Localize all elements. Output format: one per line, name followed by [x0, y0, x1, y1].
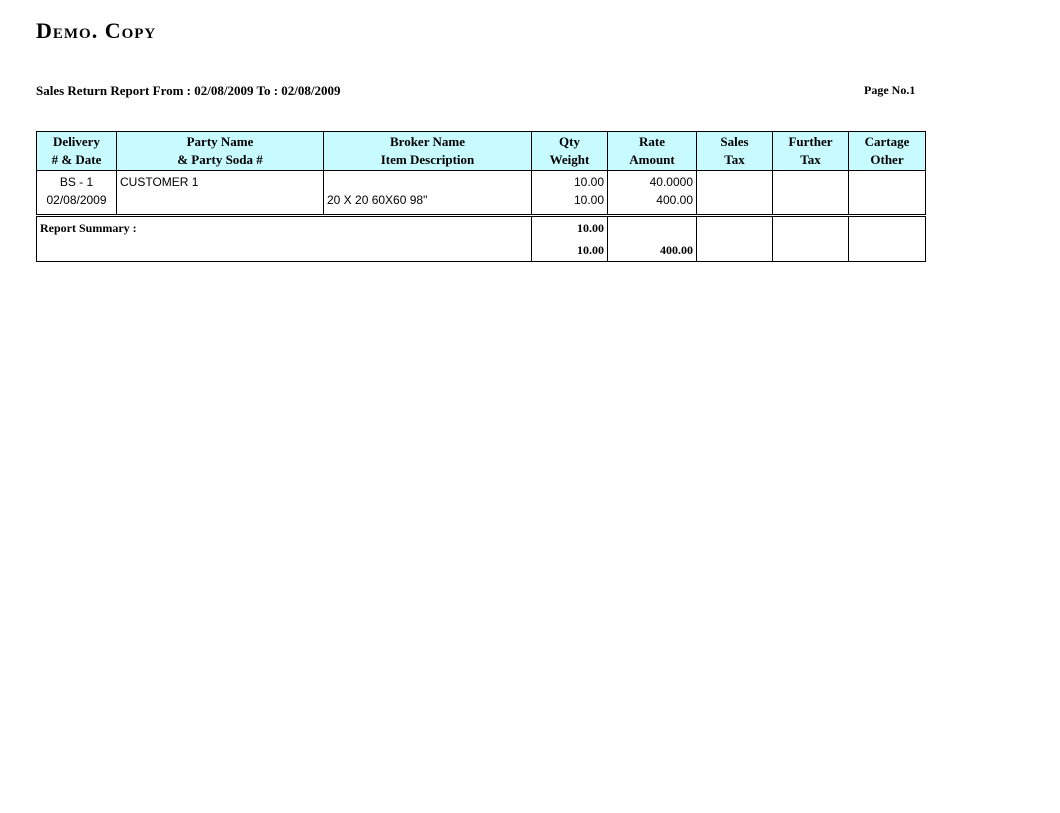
summary-weight-total: 10.00: [577, 243, 604, 257]
page-number: Page No.1: [864, 83, 916, 97]
qty-value: 10.00: [573, 175, 604, 189]
column-header-party: Party Name & Party Soda #: [117, 132, 324, 171]
rate-value: 40.0000: [649, 175, 693, 189]
sales-tax-cell: [697, 171, 773, 215]
summary-label: Report Summary :: [37, 217, 532, 262]
summary-qty-cell: [532, 217, 608, 262]
column-header-sales-tax: Sales Tax: [697, 132, 773, 171]
cartage-cell: [849, 171, 926, 215]
further-tax-cell: [773, 171, 849, 215]
qty-cell: [532, 171, 608, 215]
broker-name: [327, 173, 528, 191]
column-header-qty: Qty Weight: [532, 132, 608, 171]
rate-cell: [608, 171, 697, 215]
report-title: Sales Return Report From : 02/08/2009 To : 02/08/2009: [36, 83, 341, 98]
amount-value: 400.00: [656, 193, 693, 207]
column-header-cartage: Cartage Other: [849, 132, 926, 171]
column-header-rate: Rate Amount: [608, 132, 697, 171]
delivery-number: BS - 1: [59, 175, 94, 189]
column-header-delivery: Delivery # & Date: [37, 132, 117, 171]
summary-amount-total: 400.00: [660, 243, 693, 257]
party-cell: [117, 171, 324, 215]
summary-sales-tax-cell: [697, 217, 773, 262]
delivery-date: 02/08/2009: [46, 193, 107, 207]
summary-row: [37, 217, 926, 262]
column-header-further-tax: Further Tax: [773, 132, 849, 171]
summary-further-tax-cell: [773, 217, 849, 262]
sales-return-table: [36, 131, 926, 215]
item-description: 20 X 20 60X60 98": [327, 193, 428, 207]
weight-value: 10.00: [573, 193, 604, 207]
column-header-broker: Broker Name Item Description: [324, 132, 532, 171]
summary-cartage-cell: [849, 217, 926, 262]
summary-amount-cell: [608, 217, 697, 262]
demo-copy-title: Demo. Copy: [36, 18, 157, 43]
party-name: CUSTOMER 1: [120, 175, 199, 189]
report-summary-table: [36, 216, 926, 262]
broker-cell: [324, 171, 532, 215]
delivery-cell: [37, 171, 117, 215]
table-row: [37, 171, 926, 215]
table-header-row: [37, 132, 926, 171]
summary-qty-total: 10.00: [577, 221, 604, 235]
